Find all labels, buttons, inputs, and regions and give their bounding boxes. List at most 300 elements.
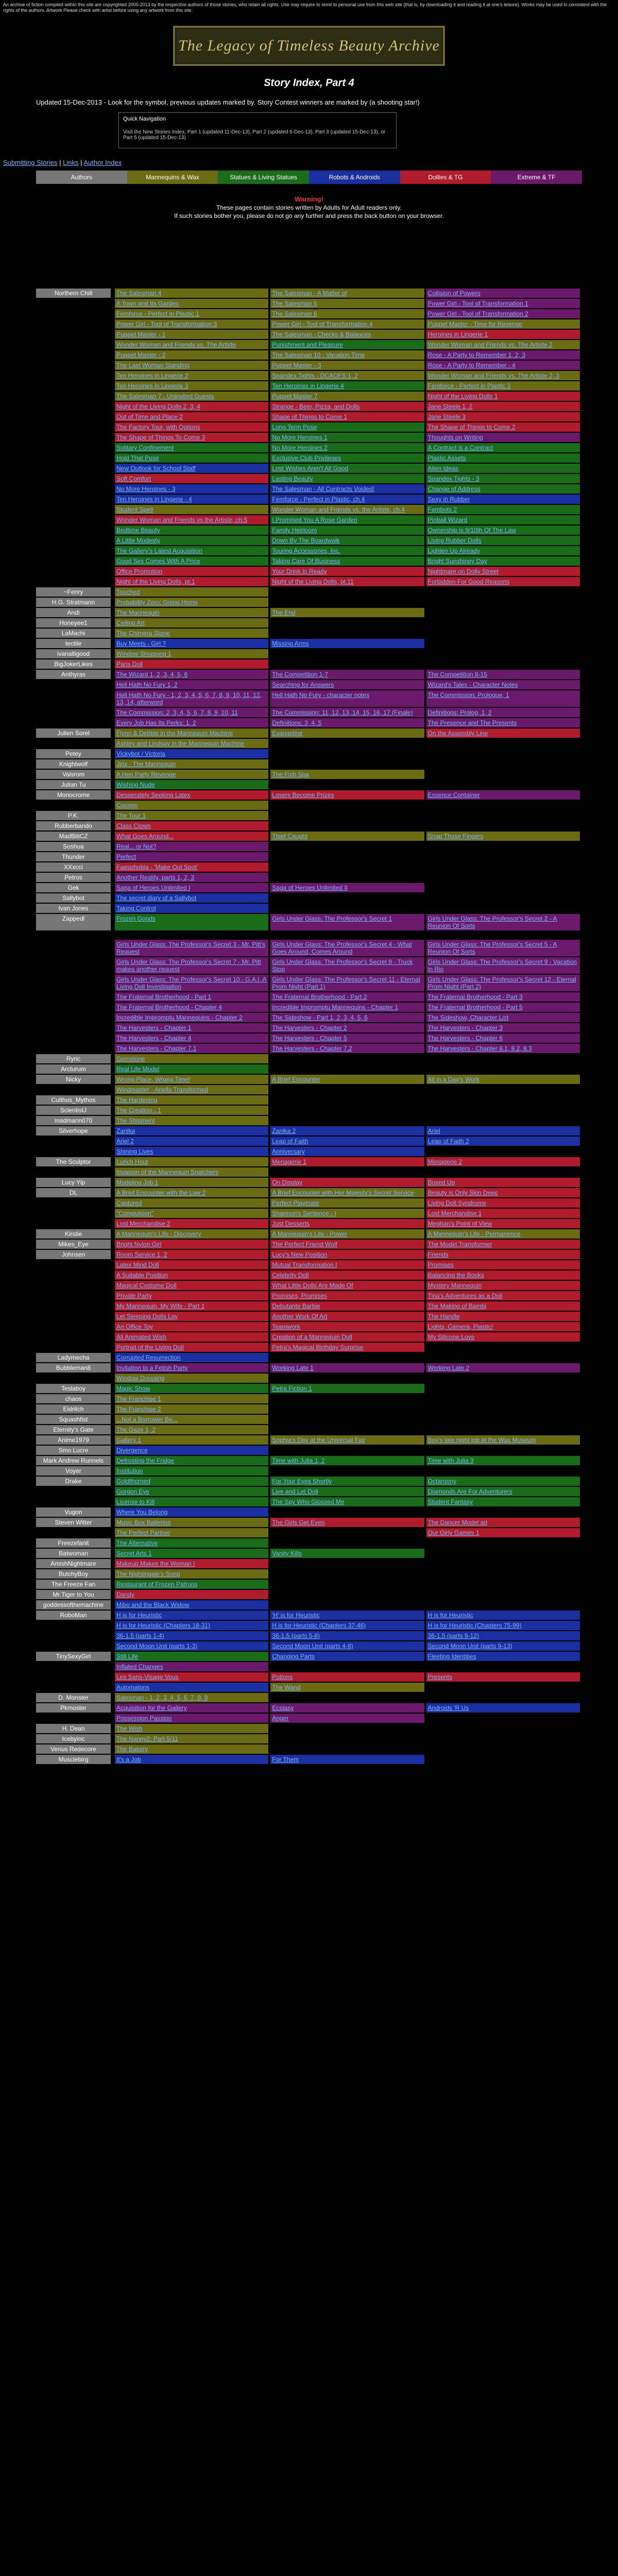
story-link[interactable]: Lighten Up Already <box>427 547 480 554</box>
story-cell[interactable] <box>115 649 268 658</box>
story-link[interactable]: Flynn & Debbie in the Mannequin Machine <box>116 730 233 737</box>
story-link[interactable]: Ariel <box>427 1127 440 1134</box>
story-cell[interactable] <box>270 1631 424 1640</box>
story-cell[interactable] <box>270 1456 424 1465</box>
story-cell[interactable] <box>115 1198 268 1208</box>
story-link[interactable]: Incredible Impromptu Mannequins - Chapter 2 <box>116 1014 243 1021</box>
story-cell[interactable] <box>115 515 268 524</box>
story-link[interactable]: No More Heroines - 3 <box>116 485 176 493</box>
story-link[interactable]: Girls Under Glass: The Professor's Secret 11 - Eternal Prom Night (Part 1) <box>272 976 420 990</box>
story-link[interactable]: Sexy in Rubber <box>427 496 470 503</box>
story-cell[interactable] <box>270 381 424 391</box>
story-cell[interactable] <box>426 680 580 689</box>
story-cell[interactable] <box>270 412 424 421</box>
story-cell[interactable] <box>426 443 580 452</box>
story-cell[interactable] <box>270 556 424 566</box>
story-cell[interactable] <box>115 567 268 576</box>
story-link[interactable]: Perfect <box>116 853 136 860</box>
story-cell[interactable] <box>115 1590 268 1599</box>
story-link[interactable]: I Promised You A Rose Garden <box>272 516 357 523</box>
story-link[interactable]: The Mannequin <box>116 609 160 616</box>
story-cell[interactable] <box>115 1528 268 1537</box>
story-cell[interactable] <box>426 422 580 432</box>
story-link[interactable]: Ceiling Art <box>116 619 145 626</box>
story-link[interactable]: The Making of Bambi <box>427 1302 487 1310</box>
story-cell[interactable] <box>426 1435 580 1445</box>
story-cell[interactable] <box>115 1425 268 1434</box>
story-cell[interactable] <box>426 515 580 524</box>
story-cell[interactable] <box>270 515 424 524</box>
story-link[interactable]: The Wish <box>116 1725 143 1732</box>
story-cell[interactable] <box>426 319 580 329</box>
story-cell[interactable] <box>270 1250 424 1259</box>
story-link[interactable]: The Bakery <box>116 1745 148 1753</box>
story-cell[interactable] <box>115 832 268 841</box>
story-cell[interactable] <box>115 577 268 586</box>
story-cell[interactable] <box>115 587 268 597</box>
story-cell[interactable] <box>426 1487 580 1496</box>
story-cell[interactable] <box>426 975 580 991</box>
story-cell[interactable] <box>115 904 268 913</box>
story-cell[interactable] <box>115 629 268 638</box>
story-cell[interactable] <box>115 690 268 707</box>
story-link[interactable]: Femforce - Perfect in Plastic 3 <box>427 382 511 389</box>
story-cell[interactable] <box>115 495 268 504</box>
story-cell[interactable] <box>115 1703 268 1713</box>
story-link[interactable]: New Outlook for School Staff <box>116 465 196 472</box>
story-link[interactable]: Probability Zero: Going Home <box>116 599 198 606</box>
story-link[interactable]: Girls Under Glass: The Professor's Secret 3 - Mr. Pitt's Request <box>116 941 266 955</box>
story-cell[interactable] <box>115 1240 268 1249</box>
story-link[interactable]: The Nanny2: Part 5/11 <box>116 1735 178 1742</box>
story-cell[interactable] <box>115 1559 268 1568</box>
story-link[interactable]: Modeling Job 1 <box>116 1179 159 1186</box>
story-link[interactable]: Faesphobia - 'Make Out Spot' <box>116 863 198 871</box>
story-link[interactable]: Lucy's New Position <box>272 1251 328 1258</box>
story-cell[interactable] <box>270 402 424 411</box>
story-cell[interactable] <box>115 975 268 991</box>
story-link[interactable]: Window Shopping 1 <box>116 650 171 657</box>
story-link[interactable]: Wonder Woman and Friends vs. The Artiste <box>116 341 236 348</box>
story-link[interactable]: Puppet Master - 3 <box>272 362 321 369</box>
story-cell[interactable] <box>270 330 424 339</box>
story-cell[interactable] <box>270 690 424 707</box>
story-cell[interactable] <box>426 577 580 586</box>
story-link[interactable]: Jane Steele 3 <box>427 413 466 420</box>
story-link[interactable]: Anger <box>272 1715 289 1722</box>
story-cell[interactable] <box>270 770 424 779</box>
story-cell[interactable] <box>270 1477 424 1486</box>
story-cell[interactable] <box>115 526 268 535</box>
story-link[interactable]: Institution <box>116 1467 143 1475</box>
story-link[interactable]: A Mannequin's Life - Permanence <box>427 1230 521 1238</box>
story-cell[interactable] <box>115 1312 268 1321</box>
story-link[interactable]: Leap of Faith 2 <box>427 1138 469 1145</box>
story-cell[interactable] <box>270 1518 424 1527</box>
story-cell[interactable] <box>115 1466 268 1476</box>
story-link[interactable]: Just Desserts <box>272 1220 310 1227</box>
story-link[interactable]: The Shape of Things to Come 2 <box>427 423 516 431</box>
story-link[interactable]: A Brief Encounter with Her Majesty's Secret Service <box>272 1189 414 1196</box>
story-link[interactable]: Spandex Tights - DCAOFS 1, 2 <box>272 372 358 379</box>
story-link[interactable]: Secret Arts 1 <box>116 1550 152 1557</box>
story-link[interactable]: The Perfect Partner <box>116 1529 170 1536</box>
story-link[interactable]: Second Moon Unit (parts 1-3) <box>116 1642 198 1650</box>
story-cell[interactable] <box>115 770 268 779</box>
story-cell[interactable] <box>426 1178 580 1187</box>
story-cell[interactable] <box>426 1198 580 1208</box>
story-cell[interactable] <box>115 1003 268 1012</box>
story-cell[interactable] <box>115 670 268 679</box>
story-link[interactable]: Searching for Answers <box>272 681 334 688</box>
story-cell[interactable] <box>270 361 424 370</box>
story-link[interactable]: Femforce - Perfect in Plastic 1 <box>116 310 199 317</box>
story-cell[interactable] <box>115 1137 268 1146</box>
story-link[interactable]: License to Kill <box>116 1498 155 1505</box>
story-cell[interactable] <box>270 422 424 432</box>
story-link[interactable]: Bedtime Beauty <box>116 527 160 534</box>
story-link[interactable]: Invitation to a Fetish Party <box>116 1364 188 1371</box>
story-cell[interactable] <box>426 940 580 956</box>
story-link[interactable]: Girls Under Glass: The Professor's Secret 10 - G.A.I. A Living Doll Investigation <box>116 976 267 990</box>
story-link[interactable]: The Harvesters - Chapter 6 <box>427 1035 503 1042</box>
story-link[interactable]: Our Girly Games 1 <box>427 1529 479 1536</box>
story-link[interactable]: H is for Heuristic <box>427 1612 473 1619</box>
story-link[interactable]: Puppet Master - Time for Revenge <box>427 320 523 328</box>
story-cell[interactable] <box>115 319 268 329</box>
story-link[interactable]: Real... or Not? <box>116 843 157 850</box>
story-link[interactable]: Saga of Heroes Unlimited I <box>116 884 191 891</box>
story-link[interactable]: Snap Those Fingers <box>427 833 484 840</box>
story-cell[interactable] <box>270 1013 424 1022</box>
story-link[interactable]: The Alternative <box>116 1539 158 1547</box>
story-link[interactable]: For Them <box>272 1756 299 1763</box>
story-cell[interactable] <box>426 340 580 349</box>
story-link[interactable]: Night of the Living Dolls, pt.1 <box>116 578 195 585</box>
story-link[interactable]: Music Box Ballerina <box>116 1519 171 1526</box>
story-link[interactable]: A Mannequin's Life - Discovery <box>116 1230 201 1238</box>
story-link[interactable]: The Wizard 1, 2, 3, 4, 5, 6 <box>116 671 188 678</box>
story-cell[interactable] <box>426 309 580 318</box>
story-link[interactable]: Creation of a Mannequin Doll <box>272 1333 352 1341</box>
story-link[interactable]: Hell Hath No Fury - character notes <box>272 691 370 699</box>
story-cell[interactable] <box>270 484 424 494</box>
story-link[interactable]: Vickybot / Victoria <box>116 750 165 757</box>
story-link[interactable]: Diamonds Are For Adventurers <box>427 1488 512 1495</box>
story-cell[interactable] <box>270 1240 424 1249</box>
story-cell[interactable] <box>426 1023 580 1032</box>
story-cell[interactable] <box>115 1683 268 1692</box>
story-cell[interactable] <box>115 474 268 483</box>
story-cell[interactable] <box>270 883 424 892</box>
story-link[interactable]: The Creation - 1 <box>116 1107 161 1114</box>
story-cell[interactable] <box>426 690 580 707</box>
story-link[interactable]: The Fraternal Brotherhood - Part 1 <box>116 993 212 1001</box>
story-link[interactable]: Hell Hath No Fury 1, 2 <box>116 681 178 688</box>
story-cell[interactable] <box>115 1456 268 1465</box>
story-link[interactable]: Long Term Pose <box>272 423 317 431</box>
story-cell[interactable] <box>115 1209 268 1218</box>
story-link[interactable]: Taking Care Of Business <box>272 557 340 565</box>
story-link[interactable]: Portrait of the Living Doll <box>116 1344 184 1351</box>
story-link[interactable]: Girls Under Glass: The Professor's Secret 2 - A Reunion Of Sorts <box>427 915 557 929</box>
story-link[interactable]: Office Promotion <box>116 568 163 575</box>
story-link[interactable]: Perfect Playmate <box>272 1199 319 1207</box>
story-cell[interactable] <box>270 1611 424 1620</box>
story-cell[interactable] <box>115 1013 268 1022</box>
story-link[interactable]: Where You Belong <box>116 1509 168 1516</box>
story-link[interactable]: Androids 'R Us <box>427 1704 469 1711</box>
story-link[interactable]: Second Moon Unit (parts 4-8) <box>272 1642 353 1650</box>
story-cell[interactable] <box>115 1600 268 1609</box>
story-cell[interactable] <box>115 412 268 421</box>
story-cell[interactable] <box>115 1023 268 1032</box>
story-link[interactable]: The Salesman 6 <box>272 310 317 317</box>
story-cell[interactable] <box>426 1003 580 1012</box>
story-cell[interactable] <box>270 505 424 514</box>
story-link[interactable]: The Salesman - All Contracts Voided! <box>272 485 375 493</box>
story-link[interactable]: H is for Heuristic (Chapters 18-31) <box>116 1622 211 1629</box>
story-link[interactable]: No More Heroines 2 <box>272 444 328 451</box>
story-link[interactable]: The Chimera Stone <box>116 630 170 637</box>
story-cell[interactable] <box>426 957 580 974</box>
story-link[interactable]: Windmaster - Ariella Transformed <box>116 1086 209 1093</box>
story-link[interactable]: Restaurant of Frozen Patrons <box>116 1581 198 1588</box>
story-link[interactable]: The Sideshow, Character List <box>427 1014 509 1021</box>
story-cell[interactable] <box>426 1033 580 1043</box>
story-link[interactable]: Wizard's Tales - Character Notes <box>427 681 518 688</box>
story-link[interactable]: The End <box>272 609 296 616</box>
story-link[interactable]: Punishment and Pleasure <box>272 341 343 348</box>
story-link[interactable]: Private Party <box>116 1292 152 1299</box>
story-cell[interactable] <box>270 1652 424 1661</box>
story-link[interactable]: Saga of Heroes Unlimited II <box>272 884 348 891</box>
story-cell[interactable] <box>270 1312 424 1321</box>
story-cell[interactable] <box>115 433 268 442</box>
author-index-link[interactable]: Author Index <box>83 159 122 166</box>
story-cell[interactable] <box>270 1672 424 1682</box>
story-cell[interactable] <box>270 1075 424 1084</box>
story-link[interactable]: Paris Doll <box>116 660 143 668</box>
story-link[interactable]: Teamwork <box>272 1323 301 1330</box>
story-link[interactable]: Live and Let Doll <box>272 1488 318 1495</box>
story-cell[interactable] <box>270 940 424 956</box>
story-link[interactable]: The Harvesters - Chapter 7.1 <box>116 1045 197 1052</box>
story-cell[interactable] <box>115 780 268 789</box>
story-link[interactable]: Ashley and Lindsay in the Mannequin Machine <box>116 740 245 747</box>
story-cell[interactable] <box>270 350 424 360</box>
story-link[interactable]: Thief Caught <box>272 833 308 840</box>
story-link[interactable]: Ecstasy <box>272 1704 294 1711</box>
story-cell[interactable] <box>115 1281 268 1290</box>
story-link[interactable]: H is for Heuristic (Chapters 37-46) <box>272 1622 366 1629</box>
story-cell[interactable] <box>426 1209 580 1218</box>
story-cell[interactable] <box>115 1260 268 1269</box>
story-link[interactable]: Power Girl - Tool of Transformation 4 <box>272 320 373 328</box>
story-cell[interactable] <box>270 567 424 576</box>
story-cell[interactable] <box>115 1188 268 1197</box>
story-link[interactable]: Time with Julia 1, 2 <box>272 1457 325 1464</box>
story-link[interactable]: The Fraternal Brotherhood - Chapter 4 <box>116 1004 222 1011</box>
story-link[interactable]: My Silicone Love <box>427 1333 475 1341</box>
story-cell[interactable] <box>426 1322 580 1331</box>
story-link[interactable]: Defrosting the Fridge <box>116 1457 175 1464</box>
story-link[interactable]: The Gaze 1, 2 <box>116 1426 156 1433</box>
story-link[interactable]: The secret diary of a Sallybot <box>116 894 197 902</box>
story-cell[interactable] <box>426 1456 580 1465</box>
story-cell[interactable] <box>426 299 580 308</box>
story-link[interactable]: Shannon's Sentence - I <box>272 1210 336 1217</box>
story-cell[interactable] <box>426 392 580 401</box>
story-link[interactable]: Mystery Mannequin <box>427 1282 482 1289</box>
story-link[interactable]: Meghan's Point of View <box>427 1220 492 1227</box>
story-link[interactable]: On Display <box>272 1179 303 1186</box>
story-link[interactable]: Invasion of the Mannequin Snatchers <box>116 1168 219 1176</box>
story-link[interactable]: Losers Become Prizes <box>272 791 334 799</box>
story-cell[interactable] <box>115 1106 268 1115</box>
story-cell[interactable] <box>115 1734 268 1743</box>
story-link[interactable]: Shining Lives <box>116 1148 153 1155</box>
story-cell[interactable] <box>115 1064 268 1074</box>
story-cell[interactable] <box>270 1363 424 1372</box>
story-link[interactable]: Balancing the Books <box>427 1272 485 1279</box>
story-link[interactable]: Definitions: Prolog, 1, 2 <box>427 709 492 716</box>
story-cell[interactable] <box>115 1147 268 1156</box>
story-link[interactable]: Nightmare on Dolly Street <box>427 568 499 575</box>
story-cell[interactable] <box>115 893 268 903</box>
story-link[interactable]: Dandy <box>116 1591 134 1598</box>
story-cell[interactable] <box>270 1343 424 1352</box>
story-link[interactable]: Shape of Things to Come 1 <box>272 413 348 420</box>
story-link[interactable]: Bright Sunshiney Day <box>427 557 488 565</box>
story-cell[interactable] <box>270 299 424 308</box>
story-cell[interactable] <box>115 1384 268 1393</box>
story-link[interactable]: Exclusive Club Privileges <box>272 454 341 462</box>
story-link[interactable]: Living Doll Syndrome <box>427 1199 487 1207</box>
story-cell[interactable] <box>115 1044 268 1053</box>
story-cell[interactable] <box>115 639 268 648</box>
story-link[interactable]: Cocoon <box>116 802 138 809</box>
story-cell[interactable] <box>115 1229 268 1239</box>
story-link[interactable]: The Last Woman Standing <box>116 362 190 369</box>
story-link[interactable]: Sophia's Day at the Universal Fair <box>272 1436 366 1444</box>
story-link[interactable]: Change of Address <box>427 485 480 493</box>
story-link[interactable]: The Salesman 5 <box>272 300 317 307</box>
story-link[interactable]: Hell Hath No Fury - 1, 2, 3, 4, 5, 6, 7, 8, 9, 10, 11, 12, 13, 14, afterword <box>116 691 262 706</box>
story-link[interactable]: The Harvesters - Chapter 5 <box>272 1035 347 1042</box>
story-link[interactable]: "Compulsion" <box>116 1210 153 1217</box>
story-link[interactable]: Another Reality, parts 1, 2, 3 <box>116 874 195 881</box>
story-cell[interactable] <box>115 289 268 298</box>
story-link[interactable]: Femforce - Perfect in Plastic, ch.4 <box>272 496 365 503</box>
story-cell[interactable] <box>115 811 268 820</box>
story-link[interactable]: Ten Heroines in Lingerie 4 <box>272 382 344 389</box>
story-cell[interactable] <box>115 659 268 669</box>
story-link[interactable]: Girls Under Glass: The Professor's Secret 5 - A Reunion Of Sorts <box>427 941 557 955</box>
story-cell[interactable] <box>426 832 580 841</box>
story-cell[interactable] <box>115 940 268 956</box>
story-cell[interactable] <box>270 1219 424 1228</box>
story-cell[interactable] <box>270 1270 424 1280</box>
story-cell[interactable] <box>115 873 268 882</box>
story-cell[interactable] <box>270 546 424 555</box>
story-link[interactable]: Lost Wishes Aren't All Good <box>272 465 349 472</box>
story-link[interactable]: Bright Nylon Girl <box>116 1241 162 1248</box>
story-link[interactable]: The Harvesters - Chapter 7.2 <box>272 1045 352 1052</box>
story-cell[interactable] <box>115 1167 268 1177</box>
story-cell[interactable] <box>115 680 268 689</box>
story-link[interactable]: The Salesman 10 - Vacation Time <box>272 351 365 359</box>
story-link[interactable]: ...Not a Borrower Be... <box>116 1416 178 1423</box>
story-link[interactable]: Time with Julia 3 <box>427 1457 474 1464</box>
story-link[interactable]: The Commission: 11, 12, 13, 14, 15, 16, 17 (Finale) <box>272 709 413 716</box>
story-cell[interactable] <box>270 443 424 452</box>
story-cell[interactable] <box>115 1652 268 1661</box>
story-link[interactable]: A Town and Its Garden <box>116 300 179 307</box>
story-cell[interactable] <box>115 728 268 738</box>
story-cell[interactable] <box>426 464 580 473</box>
story-cell[interactable] <box>426 1291 580 1300</box>
story-link[interactable]: Wrong Place, Wrong Time! <box>116 1076 190 1083</box>
story-cell[interactable] <box>270 728 424 738</box>
story-link[interactable]: Magical Costume Doll <box>116 1282 177 1289</box>
story-cell[interactable] <box>115 299 268 308</box>
story-link[interactable]: Fembots 2 <box>427 506 457 513</box>
story-cell[interactable] <box>115 862 268 872</box>
story-cell[interactable] <box>426 433 580 442</box>
story-link[interactable]: Incredible Impromptu Mannequins - Chapter 1 <box>272 1004 399 1011</box>
story-cell[interactable] <box>115 1054 268 1063</box>
submitting-stories-link[interactable]: Submitting Stories <box>3 159 58 166</box>
story-cell[interactable] <box>115 1219 268 1228</box>
story-cell[interactable] <box>115 739 268 748</box>
story-link[interactable]: 36-1.5 (parts 9-12) <box>427 1632 479 1639</box>
story-cell[interactable] <box>270 526 424 535</box>
story-cell[interactable] <box>426 1363 580 1372</box>
story-cell[interactable] <box>426 361 580 370</box>
story-cell[interactable] <box>426 567 580 576</box>
story-link[interactable]: Girls Under Glass: The Professor's Secret 12 - Eternal Prom Night (Part 2) <box>427 976 576 990</box>
story-link[interactable]: Lost Merchandise 2 <box>116 1220 170 1227</box>
story-link[interactable]: A Little Modesty <box>116 537 160 544</box>
story-link[interactable]: The Salesman - Checks & Balances <box>272 331 371 338</box>
story-cell[interactable] <box>115 852 268 861</box>
story-link[interactable]: H is for Heuristic <box>116 1612 162 1619</box>
story-cell[interactable] <box>270 1281 424 1290</box>
story-link[interactable]: Working Late 2 <box>427 1364 470 1371</box>
story-cell[interactable] <box>270 1291 424 1300</box>
story-cell[interactable] <box>426 1250 580 1259</box>
story-link[interactable]: Gorgon Eye <box>116 1488 150 1495</box>
story-cell[interactable] <box>426 1044 580 1053</box>
story-cell[interactable] <box>270 1703 424 1713</box>
story-cell[interactable] <box>270 708 424 717</box>
story-cell[interactable] <box>426 371 580 380</box>
story-link[interactable]: Collision of Powers <box>427 290 480 297</box>
story-link[interactable]: The Commission: 2, 3, 4, 5, 6, 7, 8, 9, 10, 11 <box>116 709 238 716</box>
story-link[interactable]: Petra's Magical Birthday Surprise <box>272 1344 364 1351</box>
story-link[interactable]: Rose - A Party to Remember 1, 2, 3 <box>427 351 526 359</box>
story-cell[interactable] <box>115 340 268 349</box>
story-link[interactable]: Night of the Living Dolls, pt.11 <box>272 578 354 585</box>
story-cell[interactable] <box>426 495 580 504</box>
story-link[interactable]: The Fish Spa <box>272 771 309 778</box>
story-link[interactable]: A Suitable Position <box>116 1272 168 1279</box>
story-cell[interactable] <box>270 670 424 679</box>
story-cell[interactable] <box>270 577 424 586</box>
story-cell[interactable] <box>426 1631 580 1640</box>
story-cell[interactable] <box>426 914 580 930</box>
